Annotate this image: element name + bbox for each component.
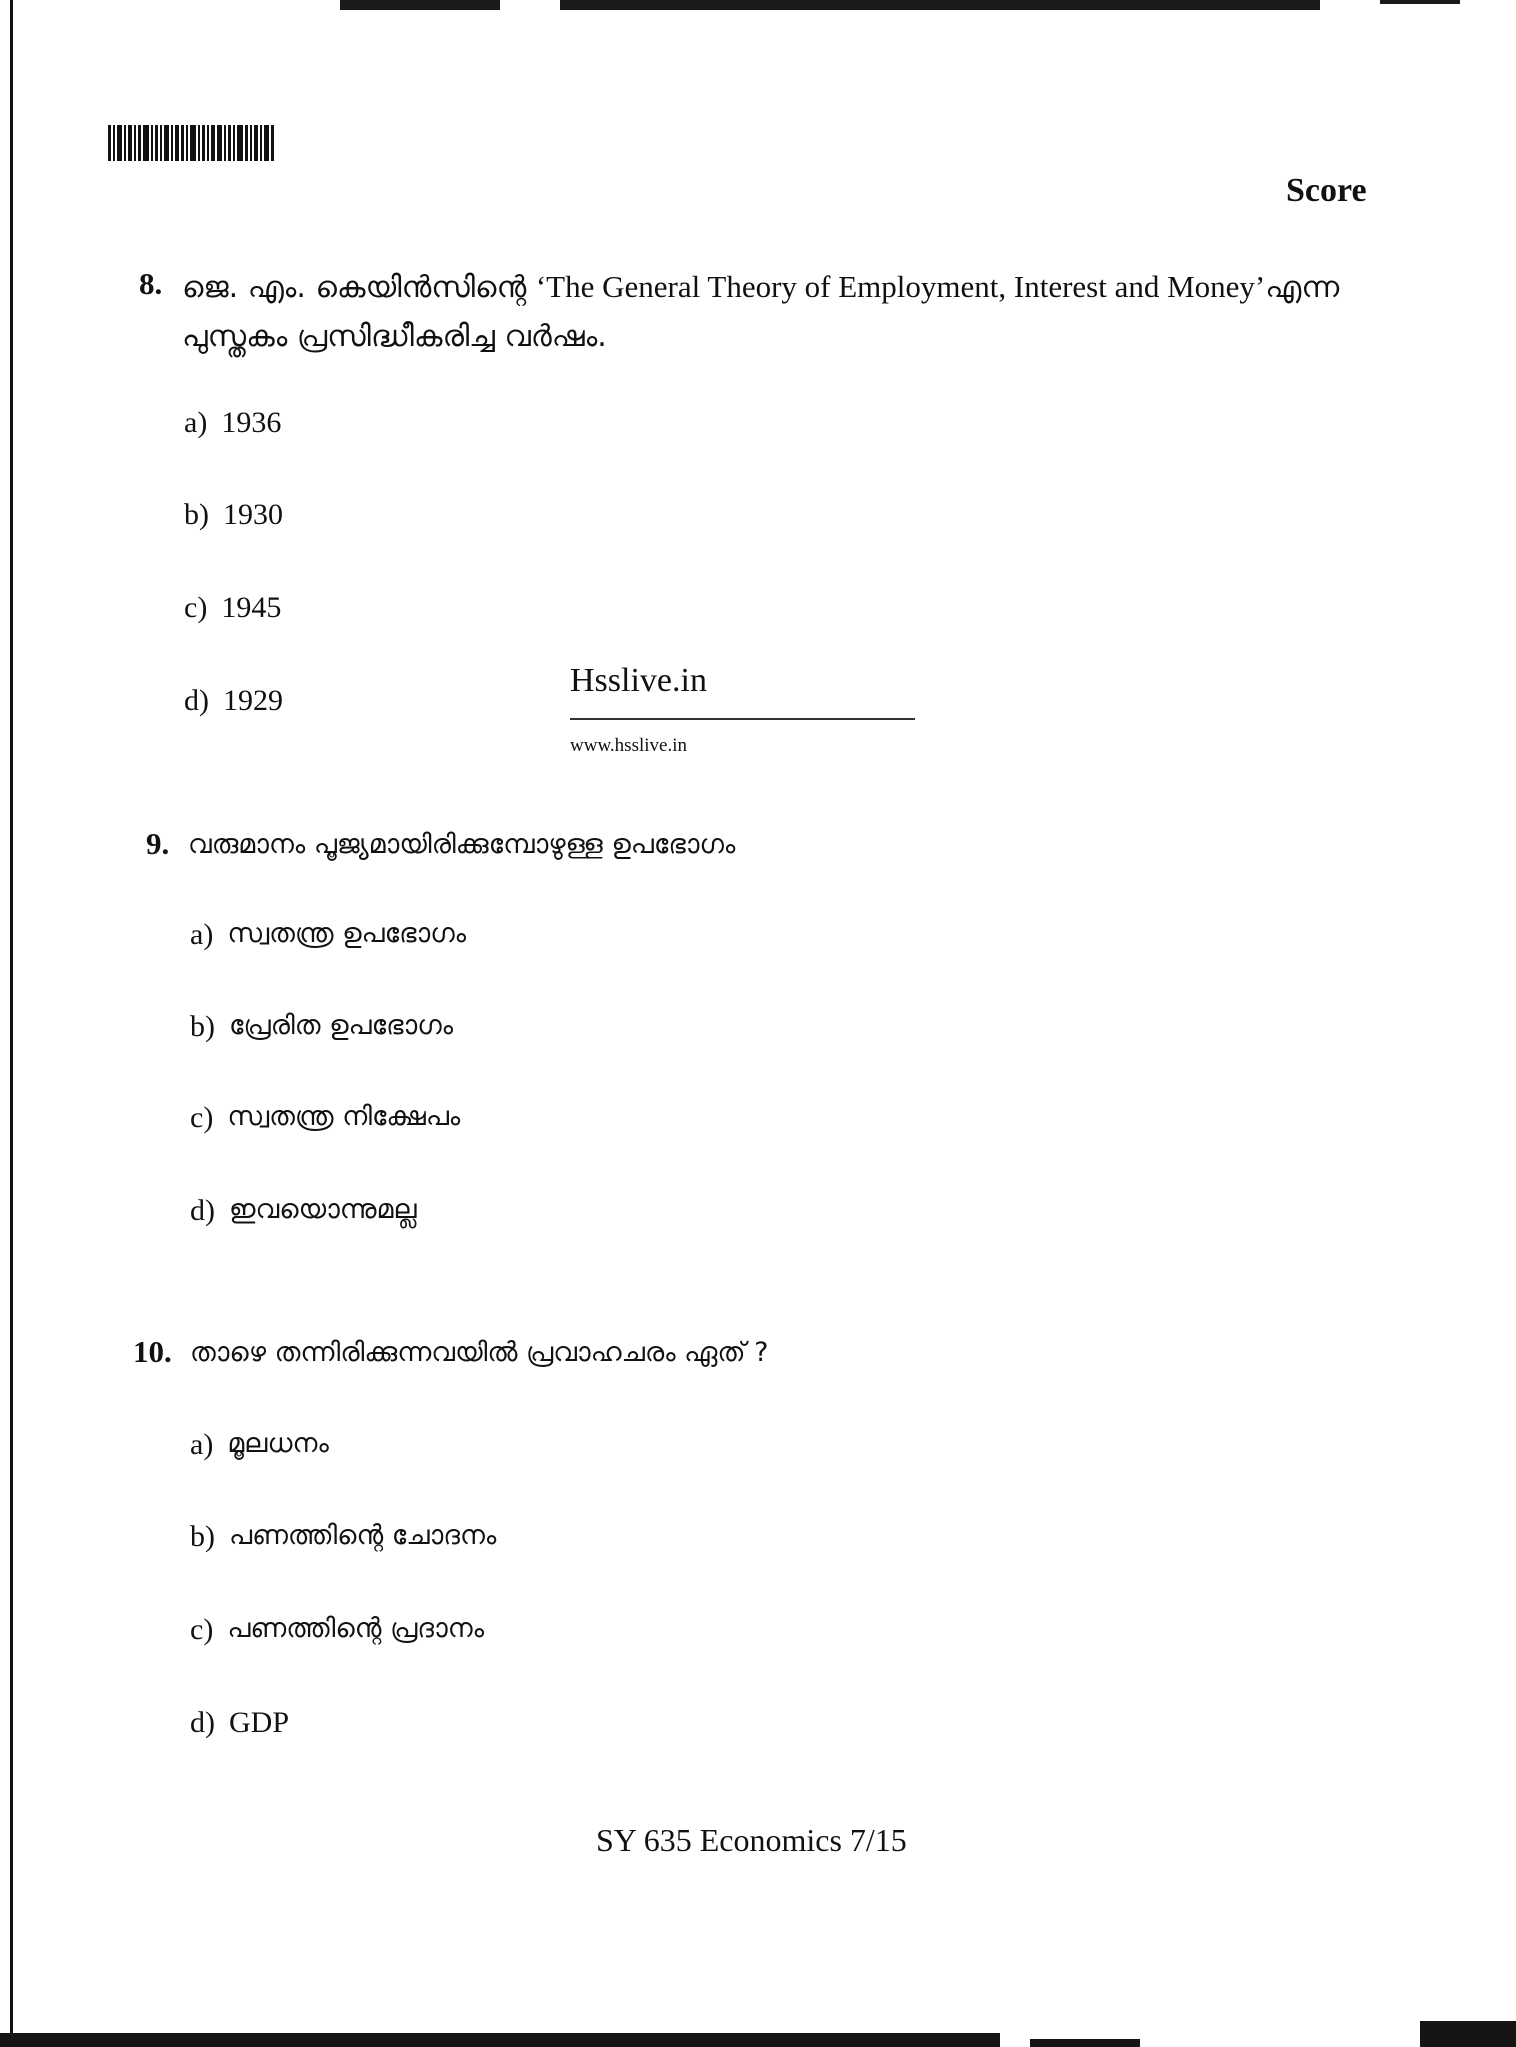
option-a bbox=[190, 918, 466, 952]
scan-artifact-top bbox=[1380, 0, 1460, 4]
option-label: c) bbox=[184, 591, 208, 624]
scan-artifact-bottom bbox=[1030, 2039, 1140, 2047]
option-label: b) bbox=[184, 498, 209, 531]
question-text-en: ‘The General Theory of Employment, Interest and Money’ bbox=[535, 269, 1266, 304]
option-label: d) bbox=[190, 1706, 215, 1739]
score-label: Score bbox=[1286, 172, 1367, 209]
scan-artifact-bottom bbox=[1420, 2021, 1516, 2047]
option-d bbox=[190, 1194, 417, 1228]
option-d bbox=[184, 684, 283, 718]
option-d bbox=[190, 1706, 289, 1740]
option-label: a) bbox=[190, 1428, 214, 1461]
question-text-line2: പുസ്തകം പ്രസിദ്ധീകരിച്ച വർഷം. bbox=[182, 319, 607, 354]
option-value: 1930 bbox=[223, 498, 283, 531]
option-value: 1929 bbox=[223, 684, 283, 717]
option-b bbox=[190, 1010, 453, 1044]
option-label: d) bbox=[190, 1194, 215, 1227]
option-label: a) bbox=[190, 918, 214, 951]
option-value: സ്വതന്ത്ര നിക്ഷേപം bbox=[227, 1101, 461, 1132]
option-value: 1936 bbox=[221, 406, 282, 439]
option-a bbox=[184, 406, 281, 440]
option-value: GDP bbox=[229, 1706, 290, 1739]
barcode bbox=[108, 125, 298, 161]
question-number: 10. bbox=[133, 1334, 172, 1369]
option-b bbox=[190, 1520, 496, 1554]
question-number: 8. bbox=[139, 266, 163, 301]
question-text: വരുമാനം പൂജ്യമായിരിക്കുമ്പോഴുള്ള ഉപഭോഗം bbox=[188, 829, 736, 860]
watermark-title: Hsslive.in bbox=[570, 662, 707, 699]
question-text-ml: ജെ. എം. കെയിൻസിന്റെ bbox=[182, 270, 536, 305]
scan-artifact-top bbox=[340, 0, 500, 10]
option-value: പണത്തിന്റെ ചോദനം bbox=[229, 1520, 497, 1551]
page-left-border bbox=[10, 0, 13, 2047]
option-a bbox=[190, 1428, 329, 1462]
option-b bbox=[184, 498, 283, 532]
option-value: പ്രേരിത ഉപഭോഗം bbox=[229, 1010, 454, 1041]
scan-artifact-bottom bbox=[0, 2033, 1000, 2047]
question-text-ml: എന്ന bbox=[1265, 270, 1340, 305]
question-number: 9. bbox=[146, 826, 170, 861]
option-value: പണത്തിന്റെ പ്രദാനം bbox=[227, 1613, 485, 1644]
option-label: c) bbox=[190, 1613, 214, 1646]
watermark-url: www.hsslive.in bbox=[570, 735, 687, 756]
question-text: താഴെ തന്നിരിക്കുന്നവയിൽ പ്രവാഹചരം ഏത് ? bbox=[190, 1337, 769, 1368]
option-label: a) bbox=[184, 406, 208, 439]
watermark-underline bbox=[570, 718, 915, 720]
option-label: c) bbox=[190, 1101, 214, 1134]
option-c bbox=[190, 1101, 460, 1135]
option-value: ഇവയൊന്നുമല്ല bbox=[229, 1194, 417, 1225]
option-c bbox=[190, 1613, 484, 1647]
option-value: 1945 bbox=[221, 591, 282, 624]
option-value: മൂലധനം bbox=[227, 1428, 329, 1459]
scan-artifact-top bbox=[560, 0, 1320, 10]
option-label: d) bbox=[184, 684, 209, 717]
question-text bbox=[182, 262, 1362, 313]
page-footer: SY 635 Economics 7/15 bbox=[596, 1822, 907, 1858]
option-value: സ്വതന്ത്ര ഉപഭോഗം bbox=[227, 918, 467, 949]
option-label: b) bbox=[190, 1520, 215, 1553]
option-label: b) bbox=[190, 1010, 215, 1043]
option-c bbox=[184, 591, 281, 625]
